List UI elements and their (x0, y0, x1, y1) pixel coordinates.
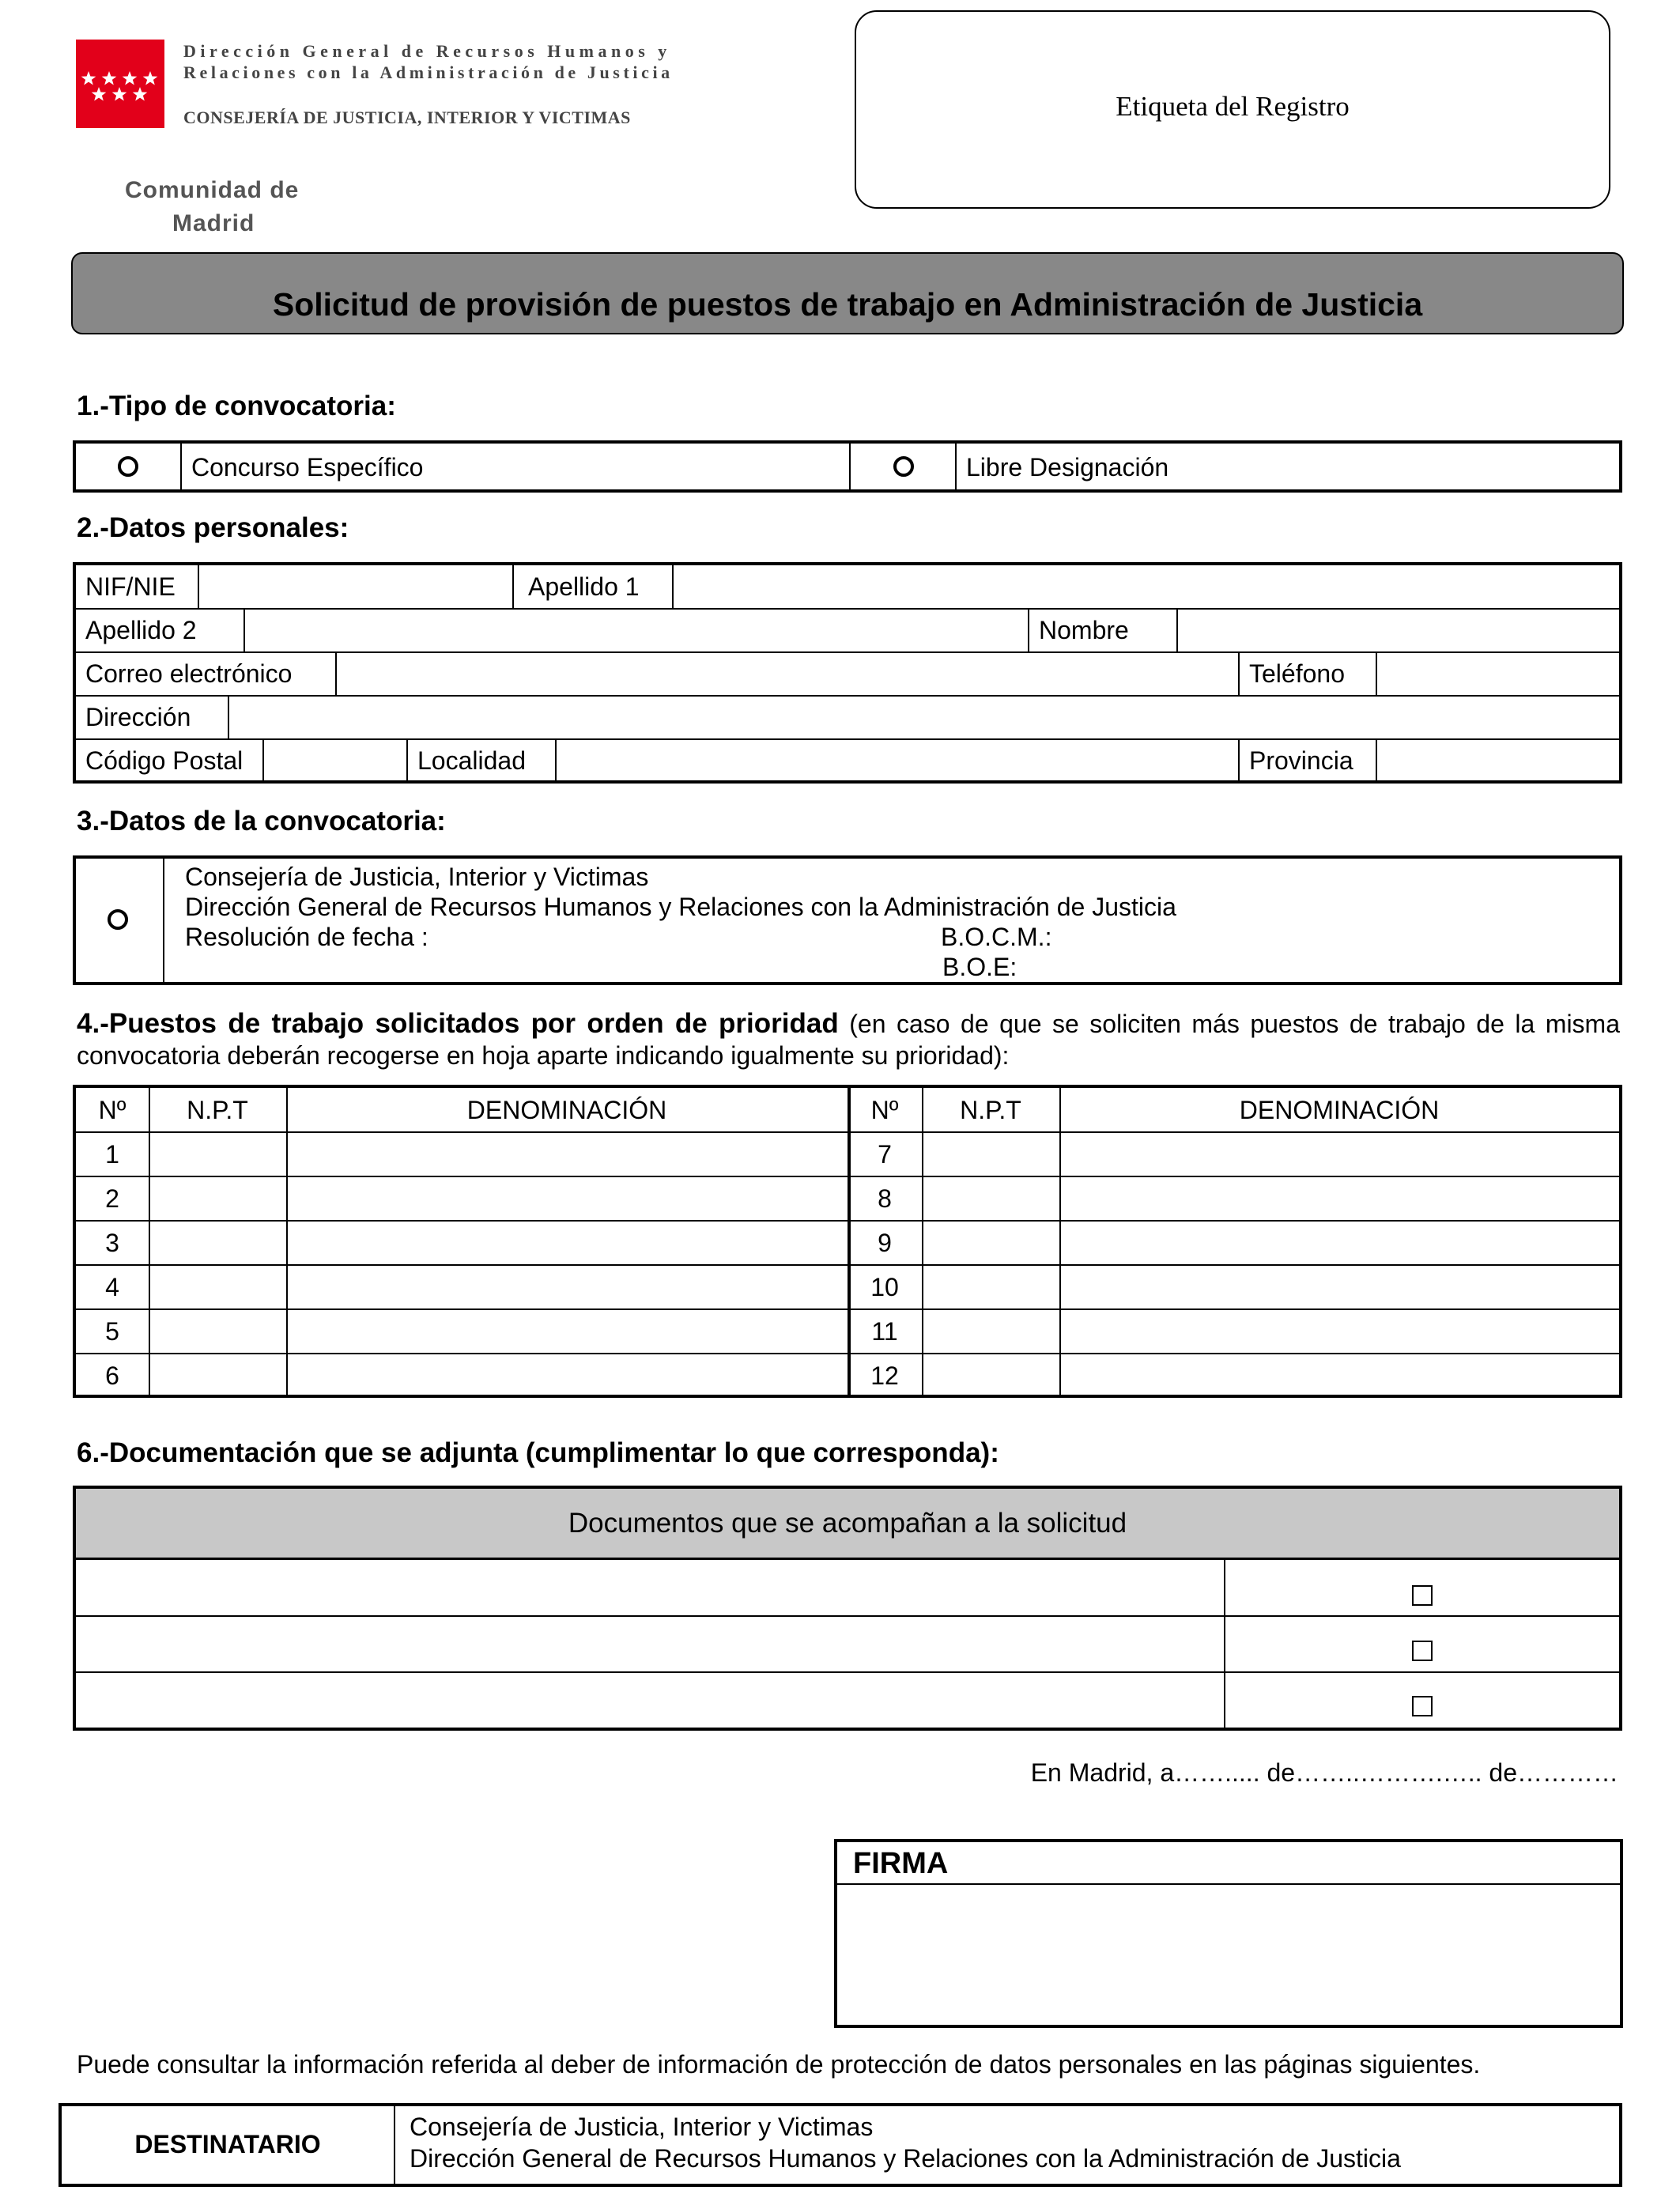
registry-label: Etiqueta del Registro (1116, 91, 1350, 122)
libre-designacion-label: Libre Designación (966, 453, 1169, 481)
cp-label: Código Postal (85, 746, 244, 775)
header-dg-line1: Dirección General de Recursos Humanos y (183, 41, 671, 61)
privacy-notice: Puede consultar la información referida al deber de información de protección de datos personales en las páginas siguientes. (77, 2050, 1481, 2079)
date-line: En Madrid, a……..... de……..……….….. de………… (1030, 1758, 1618, 1787)
apellido1-field[interactable] (674, 565, 1619, 608)
localidad-field[interactable] (557, 739, 1238, 782)
col-num-left: Nº (98, 1096, 126, 1124)
convocatoria-radio[interactable] (108, 909, 128, 930)
apellido1-label: Apellido 1 (528, 572, 640, 601)
telefono-field[interactable] (1377, 652, 1619, 695)
row-number: 9 (878, 1229, 892, 1257)
community-name-line1: Comunidad de (125, 177, 300, 203)
cp-field[interactable] (264, 739, 406, 782)
registry-label-box (855, 10, 1610, 209)
provincia-field[interactable] (1377, 739, 1619, 782)
signature-label: FIRMA (853, 1847, 949, 1880)
boe-label: B.O.E: (942, 953, 1017, 981)
apellido2-label: Apellido 2 (85, 616, 197, 644)
header-consejeria: CONSEJERÍA DE JUSTICIA, INTERIOR Y VICTIMAS (183, 108, 631, 127)
section4-heading-bold: 4.-Puestos de trabajo solicitados por orden de prioridad (77, 1008, 839, 1039)
col-denominacion-right: DENOMINACIÓN (1239, 1096, 1440, 1124)
section2-heading: 2.-Datos personales: (77, 512, 349, 543)
telefono-label: Teléfono (1249, 659, 1345, 688)
section6-heading: 6.-Documentación que se adjunta (cumplimentar lo que corresponda): (77, 1437, 999, 1468)
signature-box[interactable] (834, 1839, 1623, 2028)
correo-label: Correo electrónico (85, 659, 293, 688)
libre-designacion-radio[interactable] (893, 456, 914, 477)
row-number: 3 (105, 1229, 119, 1257)
document-row-3-field[interactable] (76, 1673, 1222, 1728)
row-number: 7 (878, 1140, 892, 1169)
col-npt-left: N.P.T (187, 1096, 248, 1124)
col-npt-right: N.P.T (960, 1096, 1021, 1124)
nif-label: NIF/NIE (85, 572, 176, 601)
nombre-field[interactable] (1178, 609, 1619, 651)
row-number: 6 (105, 1361, 119, 1390)
document-3-checkbox[interactable] (1412, 1696, 1433, 1716)
positions-table (73, 1085, 1622, 1398)
form-title-bar (71, 252, 1624, 334)
document-row-1-field[interactable] (76, 1560, 1222, 1615)
personal-data-table (73, 562, 1622, 784)
documents-table-header-label: Documentos que se acompañan a la solicitud (568, 1508, 1127, 1539)
documents-table (73, 1486, 1622, 1731)
destinatario-box (59, 2103, 1622, 2187)
concurso-especifico-label: Concurso Específico (191, 453, 424, 481)
row-number: 11 (871, 1317, 898, 1346)
document-2-checkbox[interactable] (1412, 1641, 1433, 1661)
document-row-2-field[interactable] (76, 1617, 1222, 1671)
destinatario-direccion-general: Dirección General de Recursos Humanos y Relaciones con la Administración de Justicia (410, 2144, 1401, 2173)
row-number: 10 (870, 1273, 899, 1301)
section1-heading: 1.-Tipo de convocatoria: (77, 391, 396, 421)
nif-field[interactable] (199, 565, 512, 608)
direccion-label: Dirección (85, 703, 191, 731)
row-number: 4 (105, 1273, 119, 1301)
row-number: 5 (105, 1317, 119, 1346)
apellido2-field[interactable] (245, 609, 1028, 651)
row-number: 2 (105, 1184, 119, 1213)
comunidad-madrid-logo (76, 40, 164, 128)
row-number: 8 (878, 1184, 892, 1213)
direccion-field[interactable] (229, 696, 1619, 738)
resolucion-fecha-label: Resolución de fecha : (185, 923, 428, 951)
convocatoria-type-table (73, 440, 1622, 493)
correo-field[interactable] (337, 652, 1238, 695)
community-name-line2: Madrid (172, 210, 255, 236)
stars-icon (76, 40, 164, 128)
row-number: 12 (870, 1361, 899, 1390)
destinatario-label: DESTINATARIO (134, 2130, 321, 2158)
row-number: 1 (105, 1140, 119, 1169)
col-denominacion-left: DENOMINACIÓN (466, 1096, 667, 1124)
convocatoria-direccion-general: Dirección General de Recursos Humanos y Relaciones con la Administración de Justicia (185, 893, 1176, 921)
convocatoria-consejeria: Consejería de Justicia, Interior y Victimas (185, 863, 649, 891)
col-num-right: Nº (870, 1096, 899, 1124)
header-dg-line2: Relaciones con la Administración de Justicia (183, 62, 674, 82)
localidad-label: Localidad (417, 746, 526, 775)
section4-heading (77, 1008, 1620, 1071)
nombre-label: Nombre (1039, 616, 1129, 644)
section3-heading: 3.-Datos de la convocatoria: (77, 806, 446, 836)
form-title: Solicitud de provisión de puestos de trabajo en Administración de Justicia (272, 286, 1423, 323)
convocatoria-data-table (73, 855, 1622, 985)
bocm-label: B.O.C.M.: (941, 923, 1052, 951)
provincia-label: Provincia (1249, 746, 1353, 775)
concurso-especifico-radio[interactable] (118, 456, 138, 477)
document-1-checkbox[interactable] (1412, 1585, 1433, 1606)
section4-heading-note: (en caso de que se soliciten más puestos de trabajo de la misma convocatoria deberán recogerse en hoja aparte indicando igualmente su prioridad): (77, 1010, 1621, 1070)
destinatario-consejeria: Consejería de Justicia, Interior y Victimas (410, 2113, 874, 2141)
